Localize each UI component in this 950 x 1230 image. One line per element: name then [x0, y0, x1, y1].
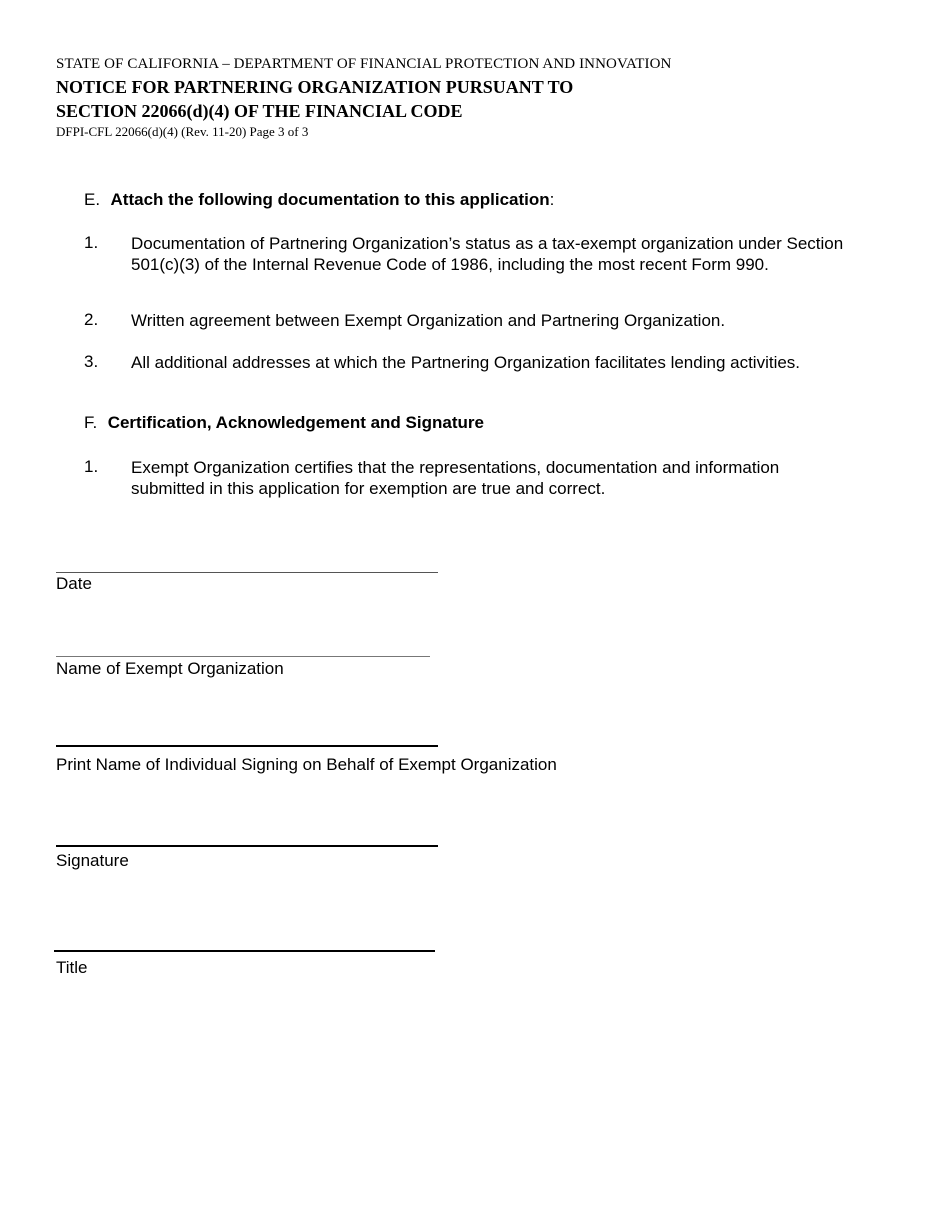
section-e-item-2-number: 2. [84, 310, 99, 329]
date-line[interactable] [56, 572, 438, 573]
title-label: Title [56, 958, 88, 977]
form-id: DFPI-CFL 22066(d)(4) (Rev. 11-20) Page 3 of 3 [56, 124, 309, 139]
section-e-letter: E. [84, 190, 101, 209]
section-e-item-1-number: 1. [84, 233, 99, 252]
section-f-item-1-text: Exempt Organization certifies that the representations, documentation and information submitted in this application for exemption are true and correct. [131, 458, 780, 498]
section-e-item-1-text: Documentation of Partnering Organization’s status as a tax-exempt organization under Section 501(c)(3) of the Internal Revenue Code of 1986, including the most recent Form 990. [131, 234, 844, 274]
title-line[interactable] [54, 950, 435, 952]
signature-label: Signature [56, 851, 129, 870]
section-e-item-3-number: 3. [84, 352, 99, 371]
section-f-item-1-number: 1. [84, 457, 99, 476]
date-label: Date [56, 574, 92, 593]
section-e-item-2-text: Written agreement between Exempt Organization and Partnering Organization. [131, 311, 726, 330]
org-name-line[interactable] [56, 656, 430, 657]
print-name-line[interactable] [56, 745, 438, 747]
section-f-heading [84, 413, 484, 433]
org-name-label: Name of Exempt Organization [56, 659, 284, 678]
section-f-letter: F. [84, 413, 98, 432]
section-e-heading [84, 190, 554, 210]
signature-line[interactable] [56, 845, 438, 847]
section-e-suffix: : [549, 190, 555, 209]
form-title-line-2: SECTION 22066(d)(4) OF THE FINANCIAL CODE [56, 101, 463, 121]
section-e-item-3-text: All additional addresses at which the Partnering Organization facilitates lending activities. [131, 353, 801, 372]
section-e-title: Attach the following documentation to this application [110, 190, 550, 209]
section-f-title: Certification, Acknowledgement and Signature [107, 413, 484, 432]
agency-line: STATE OF CALIFORNIA – DEPARTMENT OF FINANCIAL PROTECTION AND INNOVATION [56, 56, 672, 72]
form-title-line-1: NOTICE FOR PARTNERING ORGANIZATION PURSUANT TO [56, 77, 574, 97]
print-name-label: Print Name of Individual Signing on Behalf of Exempt Organization [56, 755, 557, 774]
